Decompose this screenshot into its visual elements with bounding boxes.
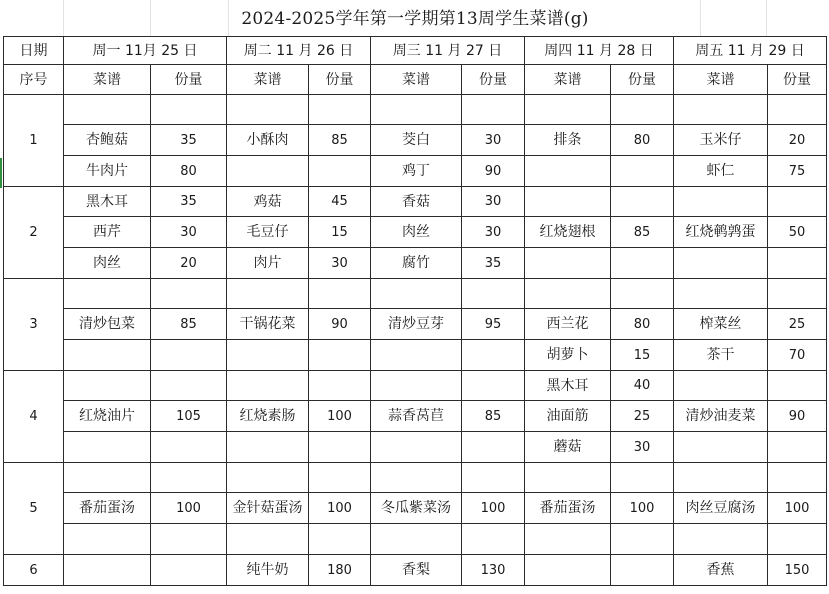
menu-row bbox=[4, 217, 827, 248]
qty-cell-tue[interactable]: 45 bbox=[309, 187, 371, 217]
qty-cell-wed[interactable]: 30 bbox=[462, 217, 525, 248]
menu-row bbox=[4, 340, 827, 371]
qty-cell-thu[interactable] bbox=[611, 463, 674, 493]
qty-cell-mon[interactable] bbox=[151, 371, 227, 401]
dish-cell-thu[interactable] bbox=[525, 156, 611, 187]
dish-cell-wed[interactable]: 蒜香莴苣 bbox=[371, 401, 462, 432]
dish-cell-wed[interactable]: 肉丝 bbox=[371, 217, 462, 248]
dish-label-cell[interactable]: 菜谱 bbox=[227, 65, 309, 95]
dish-cell-thu[interactable] bbox=[525, 463, 611, 493]
sheet-gridline bbox=[700, 0, 701, 37]
dish-cell-wed[interactable] bbox=[371, 463, 462, 493]
dish-cell-wed[interactable] bbox=[371, 340, 462, 371]
qty-label-cell[interactable]: 份量 bbox=[151, 65, 227, 95]
dish-cell-thu[interactable] bbox=[525, 555, 611, 586]
qty-cell-wed[interactable] bbox=[462, 340, 525, 371]
qty-cell-wed[interactable] bbox=[462, 371, 525, 401]
dish-cell-thu[interactable]: 油面筋 bbox=[525, 401, 611, 432]
dish-cell-tue[interactable] bbox=[227, 371, 309, 401]
qty-cell-thu[interactable]: 85 bbox=[611, 217, 674, 248]
dish-cell-thu[interactable]: 排条 bbox=[525, 125, 611, 156]
dish-cell-thu[interactable]: 蘑菇 bbox=[525, 432, 611, 463]
dish-cell-mon[interactable]: 肉丝 bbox=[64, 248, 151, 279]
row-index-cell[interactable]: 4 bbox=[4, 371, 64, 463]
dish-cell-tue[interactable]: 小酥肉 bbox=[227, 125, 309, 156]
dish-cell-mon[interactable]: 红烧油片 bbox=[64, 401, 151, 432]
qty-cell-tue[interactable]: 100 bbox=[309, 493, 371, 524]
dish-cell-fri[interactable] bbox=[674, 187, 768, 217]
qty-cell-fri[interactable] bbox=[768, 463, 827, 493]
qty-cell-wed[interactable] bbox=[462, 432, 525, 463]
dish-cell-fri[interactable]: 榨菜丝 bbox=[674, 309, 768, 340]
qty-cell-tue[interactable] bbox=[309, 432, 371, 463]
dish-cell-wed[interactable] bbox=[371, 95, 462, 125]
qty-cell-thu[interactable] bbox=[611, 555, 674, 586]
dish-cell-mon[interactable] bbox=[64, 555, 151, 586]
qty-cell-thu[interactable]: 80 bbox=[611, 125, 674, 156]
qty-cell-mon[interactable] bbox=[151, 463, 227, 493]
sheet-gridline bbox=[766, 0, 767, 37]
qty-cell-wed[interactable]: 95 bbox=[462, 309, 525, 340]
dish-cell-mon[interactable]: 牛肉片 bbox=[64, 156, 151, 187]
menu-row bbox=[4, 524, 827, 555]
menu-row bbox=[4, 125, 827, 156]
index-label-cell[interactable]: 序号 bbox=[4, 65, 64, 95]
dish-cell-tue[interactable]: 毛豆仔 bbox=[227, 217, 309, 248]
dish-cell-fri[interactable] bbox=[674, 371, 768, 401]
dish-cell-tue[interactable] bbox=[227, 340, 309, 371]
dish-cell-fri[interactable] bbox=[674, 248, 768, 279]
dish-cell-thu[interactable] bbox=[525, 187, 611, 217]
dish-cell-mon[interactable]: 西芹 bbox=[64, 217, 151, 248]
qty-cell-mon[interactable] bbox=[151, 432, 227, 463]
sheet-gridline bbox=[63, 0, 64, 37]
qty-cell-mon[interactable]: 35 bbox=[151, 125, 227, 156]
row-index-cell[interactable]: 1 bbox=[4, 95, 64, 187]
qty-cell-tue[interactable] bbox=[309, 371, 371, 401]
menu-title[interactable]: 2024-2025学年第一学期第13周学生菜谱(g) bbox=[241, 9, 589, 29]
dish-cell-fri[interactable] bbox=[674, 432, 768, 463]
dish-cell-tue[interactable]: 鸡菇 bbox=[227, 187, 309, 217]
row-index-cell[interactable]: 6 bbox=[4, 555, 64, 586]
dish-cell-mon[interactable] bbox=[64, 371, 151, 401]
row-index-cell[interactable]: 2 bbox=[4, 187, 64, 279]
dish-cell-wed[interactable] bbox=[371, 279, 462, 309]
qty-cell-fri[interactable]: 75 bbox=[768, 156, 827, 187]
qty-cell-thu[interactable]: 40 bbox=[611, 371, 674, 401]
dish-cell-wed[interactable]: 腐竹 bbox=[371, 248, 462, 279]
dish-cell-thu[interactable] bbox=[525, 95, 611, 125]
dish-cell-fri[interactable]: 玉米仔 bbox=[674, 125, 768, 156]
menu-table bbox=[3, 36, 827, 586]
qty-cell-fri[interactable] bbox=[768, 371, 827, 401]
qty-cell-fri[interactable]: 100 bbox=[768, 493, 827, 524]
dish-cell-thu[interactable] bbox=[525, 524, 611, 555]
dish-cell-wed[interactable]: 冬瓜紫菜汤 bbox=[371, 493, 462, 524]
dish-cell-fri[interactable]: 茶干 bbox=[674, 340, 768, 371]
qty-cell-tue[interactable]: 15 bbox=[309, 217, 371, 248]
qty-cell-tue[interactable] bbox=[309, 279, 371, 309]
qty-cell-fri[interactable] bbox=[768, 95, 827, 125]
column-header-row bbox=[4, 65, 827, 95]
dish-cell-fri[interactable]: 肉丝豆腐汤 bbox=[674, 493, 768, 524]
qty-label-cell[interactable]: 份量 bbox=[611, 65, 674, 95]
menu-row bbox=[4, 156, 827, 187]
qty-cell-wed[interactable] bbox=[462, 524, 525, 555]
dish-cell-tue[interactable]: 干锅花菜 bbox=[227, 309, 309, 340]
dish-cell-fri[interactable]: 香蕉 bbox=[674, 555, 768, 586]
menu-row bbox=[4, 401, 827, 432]
menu-row-extra bbox=[4, 555, 827, 586]
qty-cell-mon[interactable]: 105 bbox=[151, 401, 227, 432]
qty-cell-fri[interactable]: 150 bbox=[768, 555, 827, 586]
qty-cell-thu[interactable] bbox=[611, 187, 674, 217]
dish-cell-mon[interactable]: 清炒包菜 bbox=[64, 309, 151, 340]
dish-cell-mon[interactable]: 番茄蛋汤 bbox=[64, 493, 151, 524]
qty-cell-mon[interactable]: 35 bbox=[151, 187, 227, 217]
menu-row bbox=[4, 493, 827, 524]
day-header-fri[interactable]: 周五 11 月 29 日 bbox=[674, 37, 827, 65]
dish-label-cell[interactable]: 菜谱 bbox=[525, 65, 611, 95]
qty-cell-tue[interactable]: 30 bbox=[309, 248, 371, 279]
dish-cell-wed[interactable] bbox=[371, 524, 462, 555]
row-index-cell[interactable]: 3 bbox=[4, 279, 64, 371]
qty-cell-tue[interactable] bbox=[309, 524, 371, 555]
qty-cell-wed[interactable]: 90 bbox=[462, 156, 525, 187]
menu-row bbox=[4, 371, 827, 401]
qty-cell-thu[interactable] bbox=[611, 279, 674, 309]
dish-cell-wed[interactable]: 茭白 bbox=[371, 125, 462, 156]
qty-cell-mon[interactable] bbox=[151, 279, 227, 309]
qty-cell-wed[interactable]: 130 bbox=[462, 555, 525, 586]
day-header-thu[interactable]: 周四 11 月 28 日 bbox=[525, 37, 674, 65]
qty-cell-wed[interactable]: 85 bbox=[462, 401, 525, 432]
qty-cell-tue[interactable] bbox=[309, 156, 371, 187]
dish-cell-wed[interactable]: 香菇 bbox=[371, 187, 462, 217]
dish-cell-fri[interactable]: 红烧鹌鹑蛋 bbox=[674, 217, 768, 248]
qty-cell-thu[interactable]: 25 bbox=[611, 401, 674, 432]
dish-cell-wed[interactable]: 清炒豆芽 bbox=[371, 309, 462, 340]
dish-label-cell[interactable]: 菜谱 bbox=[64, 65, 151, 95]
qty-cell-wed[interactable] bbox=[462, 463, 525, 493]
menu-row bbox=[4, 309, 827, 340]
qty-cell-wed[interactable] bbox=[462, 95, 525, 125]
dish-cell-wed[interactable]: 鸡丁 bbox=[371, 156, 462, 187]
dish-cell-thu[interactable] bbox=[525, 279, 611, 309]
dish-cell-thu[interactable]: 番茄蛋汤 bbox=[525, 493, 611, 524]
dish-cell-tue[interactable] bbox=[227, 432, 309, 463]
dish-cell-tue[interactable]: 纯牛奶 bbox=[227, 555, 309, 586]
dish-cell-tue[interactable] bbox=[227, 156, 309, 187]
dish-cell-mon[interactable] bbox=[64, 95, 151, 125]
dish-cell-tue[interactable] bbox=[227, 279, 309, 309]
day-header-wed[interactable]: 周三 11 月 27 日 bbox=[371, 37, 525, 65]
dish-cell-wed[interactable]: 香梨 bbox=[371, 555, 462, 586]
qty-cell-tue[interactable]: 90 bbox=[309, 309, 371, 340]
qty-cell-fri[interactable]: 70 bbox=[768, 340, 827, 371]
qty-cell-mon[interactable] bbox=[151, 555, 227, 586]
qty-cell-fri[interactable] bbox=[768, 187, 827, 217]
qty-label-cell[interactable]: 份量 bbox=[309, 65, 371, 95]
qty-cell-thu[interactable]: 30 bbox=[611, 432, 674, 463]
menu-row bbox=[4, 95, 827, 125]
qty-cell-fri[interactable] bbox=[768, 279, 827, 309]
dish-cell-tue[interactable]: 金针菇蛋汤 bbox=[227, 493, 309, 524]
qty-label-cell[interactable]: 份量 bbox=[768, 65, 827, 95]
dish-cell-tue[interactable] bbox=[227, 95, 309, 125]
dish-cell-tue[interactable] bbox=[227, 524, 309, 555]
qty-label-cell[interactable]: 份量 bbox=[462, 65, 525, 95]
dish-cell-mon[interactable]: 杏鲍菇 bbox=[64, 125, 151, 156]
qty-cell-fri[interactable] bbox=[768, 248, 827, 279]
dish-cell-tue[interactable] bbox=[227, 463, 309, 493]
dish-cell-tue[interactable]: 红烧素肠 bbox=[227, 401, 309, 432]
qty-cell-thu[interactable] bbox=[611, 156, 674, 187]
date-header-row bbox=[4, 37, 827, 65]
qty-cell-tue[interactable]: 100 bbox=[309, 401, 371, 432]
qty-cell-mon[interactable]: 80 bbox=[151, 156, 227, 187]
dish-cell-mon[interactable] bbox=[64, 432, 151, 463]
qty-cell-thu[interactable] bbox=[611, 248, 674, 279]
qty-cell-tue[interactable]: 85 bbox=[309, 125, 371, 156]
day-header-tue[interactable]: 周二 11 月 26 日 bbox=[227, 37, 371, 65]
qty-cell-fri[interactable]: 20 bbox=[768, 125, 827, 156]
qty-cell-thu[interactable] bbox=[611, 95, 674, 125]
dish-cell-thu[interactable]: 胡萝卜 bbox=[525, 340, 611, 371]
menu-row bbox=[4, 432, 827, 463]
qty-cell-wed[interactable]: 30 bbox=[462, 125, 525, 156]
menu-row bbox=[4, 463, 827, 493]
dish-cell-mon[interactable] bbox=[64, 340, 151, 371]
qty-cell-thu[interactable]: 80 bbox=[611, 309, 674, 340]
menu-row bbox=[4, 187, 827, 217]
dish-cell-thu[interactable]: 西兰花 bbox=[525, 309, 611, 340]
qty-cell-fri[interactable] bbox=[768, 432, 827, 463]
menu-row bbox=[4, 248, 827, 279]
dish-cell-fri[interactable] bbox=[674, 95, 768, 125]
qty-cell-wed[interactable]: 30 bbox=[462, 187, 525, 217]
dish-label-cell[interactable]: 菜谱 bbox=[674, 65, 768, 95]
qty-cell-mon[interactable] bbox=[151, 524, 227, 555]
dish-cell-fri[interactable]: 虾仁 bbox=[674, 156, 768, 187]
dish-cell-tue[interactable]: 肉片 bbox=[227, 248, 309, 279]
dish-cell-thu[interactable]: 红烧翅根 bbox=[525, 217, 611, 248]
row-index-cell[interactable]: 5 bbox=[4, 463, 64, 555]
qty-cell-thu[interactable]: 100 bbox=[611, 493, 674, 524]
qty-cell-fri[interactable]: 90 bbox=[768, 401, 827, 432]
qty-cell-mon[interactable]: 100 bbox=[151, 493, 227, 524]
row-selection-marker bbox=[0, 158, 2, 188]
qty-cell-tue[interactable] bbox=[309, 340, 371, 371]
qty-cell-thu[interactable]: 15 bbox=[611, 340, 674, 371]
dish-cell-thu[interactable]: 黑木耳 bbox=[525, 371, 611, 401]
dish-cell-wed[interactable] bbox=[371, 432, 462, 463]
dish-cell-fri[interactable] bbox=[674, 279, 768, 309]
qty-cell-wed[interactable]: 100 bbox=[462, 493, 525, 524]
date-label-cell[interactable]: 日期 bbox=[4, 37, 64, 65]
dish-cell-fri[interactable] bbox=[674, 463, 768, 493]
qty-cell-tue[interactable] bbox=[309, 95, 371, 125]
qty-cell-fri[interactable]: 25 bbox=[768, 309, 827, 340]
qty-cell-mon[interactable] bbox=[151, 340, 227, 371]
qty-cell-mon[interactable]: 20 bbox=[151, 248, 227, 279]
qty-cell-mon[interactable]: 85 bbox=[151, 309, 227, 340]
qty-cell-wed[interactable] bbox=[462, 279, 525, 309]
dish-cell-mon[interactable] bbox=[64, 463, 151, 493]
dish-cell-mon[interactable] bbox=[64, 524, 151, 555]
qty-cell-thu[interactable] bbox=[611, 524, 674, 555]
day-header-mon[interactable]: 周一 11月 25 日 bbox=[64, 37, 227, 65]
dish-cell-mon[interactable]: 黑木耳 bbox=[64, 187, 151, 217]
dish-cell-fri[interactable]: 清炒油麦菜 bbox=[674, 401, 768, 432]
dish-cell-wed[interactable] bbox=[371, 371, 462, 401]
menu-row bbox=[4, 279, 827, 309]
qty-cell-tue[interactable] bbox=[309, 463, 371, 493]
dish-cell-fri[interactable] bbox=[674, 524, 768, 555]
qty-cell-wed[interactable]: 35 bbox=[462, 248, 525, 279]
dish-cell-thu[interactable] bbox=[525, 248, 611, 279]
qty-cell-mon[interactable] bbox=[151, 95, 227, 125]
qty-cell-fri[interactable] bbox=[768, 524, 827, 555]
qty-cell-fri[interactable]: 50 bbox=[768, 217, 827, 248]
dish-cell-mon[interactable] bbox=[64, 279, 151, 309]
dish-label-cell[interactable]: 菜谱 bbox=[371, 65, 462, 95]
qty-cell-mon[interactable]: 30 bbox=[151, 217, 227, 248]
qty-cell-tue[interactable]: 180 bbox=[309, 555, 371, 586]
